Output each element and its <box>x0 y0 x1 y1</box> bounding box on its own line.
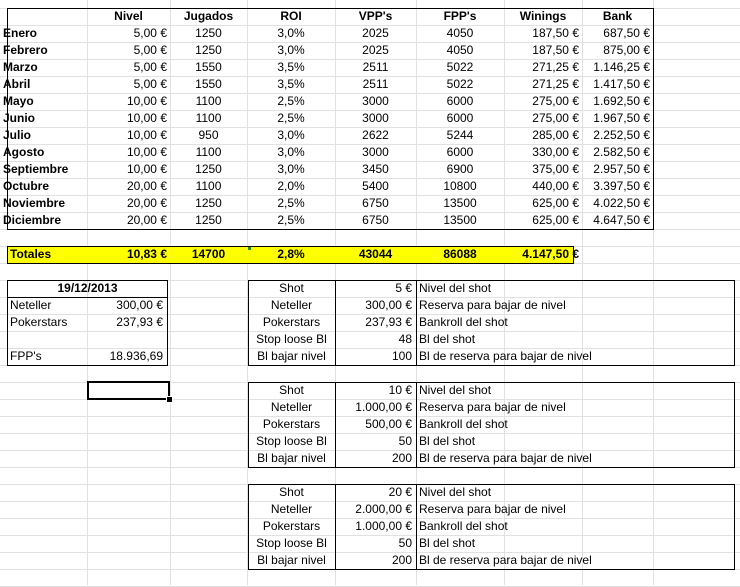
balance-value[interactable]: 237,93 € <box>116 315 163 329</box>
cell-bank[interactable]: 1.692,50 € <box>593 94 650 108</box>
level-divider-2 <box>416 484 417 569</box>
level-value[interactable]: 200 <box>391 553 412 567</box>
cell-fpp[interactable]: 13500 <box>443 213 477 227</box>
totals-jugados[interactable]: 14700 <box>191 247 226 261</box>
level-value[interactable]: 5 € <box>395 281 412 295</box>
level-value[interactable]: 237,93 € <box>365 315 412 329</box>
level-description[interactable]: Nivel del shot <box>419 383 492 397</box>
cell-fpp[interactable]: 5022 <box>446 77 474 91</box>
level-label[interactable]: Bl bajar nivel <box>257 553 326 567</box>
cell-fpp[interactable]: 5244 <box>446 128 474 142</box>
level-description[interactable]: Reserva para bajar de nivel <box>419 400 566 414</box>
cell-bank[interactable]: 4.647,50 € <box>593 213 650 227</box>
level-label[interactable]: Neteller <box>270 298 313 312</box>
level-label[interactable]: Pokerstars <box>262 417 321 431</box>
totals-fpp[interactable]: 86088 <box>443 247 477 261</box>
cell-roi[interactable]: 2,5% <box>277 196 305 210</box>
cell-bank[interactable]: 875,00 € <box>603 43 650 57</box>
month-label[interactable]: Febrero <box>3 43 48 57</box>
cell-winings[interactable]: 187,50 € <box>532 43 579 57</box>
level-label[interactable]: Stop loose Bl <box>256 332 327 346</box>
level-description[interactable]: Bl del shot <box>419 536 476 550</box>
totals-label[interactable]: Totales <box>10 247 52 261</box>
level-value[interactable]: 100 <box>391 349 412 363</box>
cell-winings[interactable]: 440,00 € <box>532 179 579 193</box>
level-description[interactable]: Nivel del shot <box>419 281 492 295</box>
header-vpps[interactable]: VPP's <box>358 9 393 23</box>
level-description[interactable]: Bl de reserva para bajar de nivel <box>419 349 592 363</box>
cell-vpp[interactable]: 3000 <box>362 94 389 108</box>
cell-roi[interactable]: 3,0% <box>277 145 305 159</box>
cell-bank[interactable]: 3.397,50 € <box>593 179 650 193</box>
level-value[interactable]: 50 <box>398 434 412 448</box>
cell-jugados[interactable]: 1250 <box>195 196 222 210</box>
level-value[interactable]: 50 <box>398 536 412 550</box>
cell-vpp[interactable]: 6750 <box>362 213 389 227</box>
cell-nivel[interactable]: 10,00 € <box>126 145 167 159</box>
level-description[interactable]: Reserva para bajar de nivel <box>419 298 566 312</box>
cell-fpp[interactable]: 13500 <box>443 196 477 210</box>
balance-date[interactable]: 19/12/2013 <box>57 281 118 295</box>
level-description[interactable]: Bankroll del shot <box>419 519 508 533</box>
level-description[interactable]: Bl del shot <box>419 434 476 448</box>
balance-value[interactable]: 18.936,69 <box>109 349 163 363</box>
cell-winings[interactable]: 625,00 € <box>532 213 579 227</box>
level-value[interactable]: 48 <box>398 332 412 346</box>
cell-vpp[interactable]: 2622 <box>362 128 389 142</box>
month-label[interactable]: Septiembre <box>3 162 69 176</box>
header-fpps[interactable]: FPP's <box>443 9 477 23</box>
cell-jugados[interactable]: 1100 <box>195 94 222 108</box>
level-value[interactable]: 2.000,00 € <box>355 502 412 516</box>
main-table-border <box>7 8 654 230</box>
level-label[interactable]: Bl bajar nivel <box>257 451 326 465</box>
header-roi[interactable]: ROI <box>280 9 302 23</box>
cell-fpp[interactable]: 10800 <box>443 179 477 193</box>
cell-vpp[interactable]: 2511 <box>362 77 389 91</box>
cell-roi[interactable]: 3,0% <box>277 43 305 57</box>
cell-fpp[interactable]: 6000 <box>446 111 474 125</box>
level-description[interactable]: Bankroll del shot <box>419 315 508 329</box>
header-jugados[interactable]: Jugados <box>183 9 234 23</box>
cell-fpp[interactable]: 6000 <box>446 94 474 108</box>
cell-jugados[interactable]: 1100 <box>195 179 222 193</box>
cell-fpp[interactable]: 6000 <box>446 145 474 159</box>
cell-vpp[interactable]: 3450 <box>362 162 389 176</box>
month-label[interactable]: Enero <box>3 26 38 40</box>
cell-bank[interactable]: 1.967,50 € <box>593 111 650 125</box>
totals-nivel[interactable]: 10,83 € <box>126 247 167 261</box>
balance-value[interactable] <box>87 331 163 348</box>
cell-fpp[interactable]: 5022 <box>446 60 474 74</box>
header-nivel[interactable]: Nivel <box>114 9 143 23</box>
cell-bank[interactable]: 687,50 € <box>603 26 650 40</box>
cell-winings[interactable]: 625,00 € <box>532 196 579 210</box>
balance-label[interactable]: Pokerstars <box>10 315 68 329</box>
cell-nivel[interactable]: 10,00 € <box>126 94 167 108</box>
month-label[interactable]: Noviembre <box>3 196 66 210</box>
cell-jugados[interactable]: 1250 <box>195 43 222 57</box>
level-value[interactable]: 10 € <box>388 383 412 397</box>
month-label[interactable]: Octubre <box>3 179 50 193</box>
level-divider-2 <box>416 280 417 365</box>
cell-vpp[interactable]: 3000 <box>362 111 389 125</box>
level-label[interactable]: Shot <box>279 383 304 397</box>
cell-nivel[interactable]: 5,00 € <box>133 60 167 74</box>
cell-roi[interactable]: 3,0% <box>277 128 305 142</box>
month-label[interactable]: Mayo <box>3 94 34 108</box>
cell-vpp[interactable]: 2025 <box>362 43 389 57</box>
balance-value[interactable]: 300,00 € <box>116 298 163 312</box>
cell-jugados[interactable]: 1250 <box>195 162 222 176</box>
balance-label[interactable] <box>10 331 90 348</box>
cell-winings[interactable]: 285,00 € <box>532 128 579 142</box>
cell-winings[interactable]: 187,50 € <box>532 26 579 40</box>
level-label[interactable]: Pokerstars <box>262 315 321 329</box>
level-label[interactable]: Shot <box>279 485 304 499</box>
level-label[interactable]: Stop loose Bl <box>256 536 327 550</box>
header-winings[interactable]: Winings <box>519 9 567 23</box>
level-description[interactable]: Bankroll del shot <box>419 417 508 431</box>
cell-fpp[interactable]: 4050 <box>446 43 474 57</box>
level-label[interactable]: Pokerstars <box>262 519 321 533</box>
cell-roi[interactable]: 3,5% <box>277 77 305 91</box>
month-label[interactable]: Julio <box>3 128 32 142</box>
cell-nivel[interactable]: 20,00 € <box>126 196 167 210</box>
month-label[interactable]: Junio <box>3 111 35 125</box>
cell-winings[interactable]: 330,00 € <box>532 145 579 159</box>
level-description[interactable]: Bl de reserva para bajar de nivel <box>419 553 592 567</box>
cell-vpp[interactable]: 5400 <box>362 179 389 193</box>
cell-roi[interactable]: 2,0% <box>277 179 305 193</box>
cell-roi[interactable]: 2,5% <box>277 94 305 108</box>
balance-label[interactable]: Neteller <box>10 298 52 312</box>
level-label[interactable]: Neteller <box>270 502 313 516</box>
level-description[interactable]: Reserva para bajar de nivel <box>419 502 566 516</box>
level-description[interactable]: Bl de reserva para bajar de nivel <box>419 451 592 465</box>
month-label[interactable]: Diciembre <box>3 213 62 227</box>
fill-handle <box>166 396 173 403</box>
level-value[interactable]: 200 <box>391 451 412 465</box>
cell-winings[interactable]: 271,25 € <box>532 77 579 91</box>
cell-bank[interactable]: 4.022,50 € <box>593 196 650 210</box>
cell-vpp[interactable]: 2025 <box>362 26 389 40</box>
cell-vpp[interactable]: 6750 <box>362 196 389 210</box>
cell-fpp[interactable]: 6900 <box>446 162 474 176</box>
cell-jugados[interactable]: 950 <box>198 128 219 142</box>
cell-roi[interactable]: 3,0% <box>277 162 305 176</box>
cell-jugados[interactable]: 1250 <box>195 26 222 40</box>
cell-jugados[interactable]: 1250 <box>195 213 222 227</box>
cell-bank[interactable]: 1.146,25 € <box>593 60 650 74</box>
level-label[interactable]: Neteller <box>270 400 313 414</box>
level-label[interactable]: Bl bajar nivel <box>257 349 326 363</box>
totals-roi[interactable]: 2,8% <box>277 247 305 261</box>
comment-indicator <box>248 247 251 250</box>
cell-winings[interactable]: 375,00 € <box>532 162 579 176</box>
level-value[interactable]: 1.000,00 € <box>355 519 412 533</box>
level-value[interactable]: 1.000,00 € <box>355 400 412 414</box>
level-divider-1 <box>335 484 336 569</box>
cell-vpp[interactable]: 2511 <box>362 60 389 74</box>
cell-roi[interactable]: 3,5% <box>277 60 305 74</box>
cell-nivel[interactable]: 5,00 € <box>133 26 167 40</box>
cell-winings[interactable]: 275,00 € <box>532 94 579 108</box>
month-label[interactable]: Abril <box>3 77 31 91</box>
level-divider-1 <box>335 280 336 365</box>
cell-nivel[interactable]: 20,00 € <box>126 213 167 227</box>
cell-nivel[interactable]: 10,00 € <box>126 128 167 142</box>
cell-nivel[interactable]: 5,00 € <box>133 77 167 91</box>
cell-jugados[interactable]: 1550 <box>195 60 222 74</box>
cell-nivel[interactable]: 5,00 € <box>133 43 167 57</box>
level-divider-2 <box>416 382 417 467</box>
cell-nivel[interactable]: 10,00 € <box>126 162 167 176</box>
cell-bank[interactable]: 1.417,50 € <box>593 77 650 91</box>
month-label[interactable]: Marzo <box>3 60 38 74</box>
cell-jugados[interactable]: 1100 <box>195 145 222 159</box>
cell-winings[interactable]: 271,25 € <box>532 60 579 74</box>
cell-winings[interactable]: 275,00 € <box>532 111 579 125</box>
cell-roi[interactable]: 3,0% <box>277 26 305 40</box>
level-description[interactable]: Nivel del shot <box>419 485 492 499</box>
cell-jugados[interactable]: 1550 <box>195 77 222 91</box>
level-value[interactable]: 300,00 € <box>365 298 412 312</box>
cell-bank[interactable]: 2.252,50 € <box>593 128 650 142</box>
totals-vpp[interactable]: 43044 <box>358 247 393 261</box>
cell-bank[interactable]: 2.582,50 € <box>593 145 650 159</box>
cell-fpp[interactable]: 4050 <box>446 26 474 40</box>
cell-roi[interactable]: 2,5% <box>277 111 305 125</box>
balance-label[interactable]: FPP's <box>10 349 42 363</box>
cell-nivel[interactable]: 20,00 € <box>126 179 167 193</box>
cell-nivel[interactable]: 10,00 € <box>126 111 167 125</box>
level-label[interactable]: Shot <box>279 281 304 295</box>
level-value[interactable]: 500,00 € <box>365 417 412 431</box>
totals-winings[interactable]: 4.147,50 € <box>522 247 579 261</box>
cell-bank[interactable]: 2.957,50 € <box>593 162 650 176</box>
cell-jugados[interactable]: 1100 <box>195 111 222 125</box>
level-description[interactable]: Bl del shot <box>419 332 476 346</box>
level-value[interactable]: 20 € <box>388 485 412 499</box>
header-bank[interactable]: Bank <box>602 9 633 23</box>
level-label[interactable]: Stop loose Bl <box>256 434 327 448</box>
month-label[interactable]: Agosto <box>3 145 45 159</box>
selected-cell[interactable] <box>87 381 170 400</box>
cell-roi[interactable]: 2,5% <box>277 213 305 227</box>
level-divider-1 <box>335 382 336 467</box>
cell-vpp[interactable]: 3000 <box>362 145 389 159</box>
